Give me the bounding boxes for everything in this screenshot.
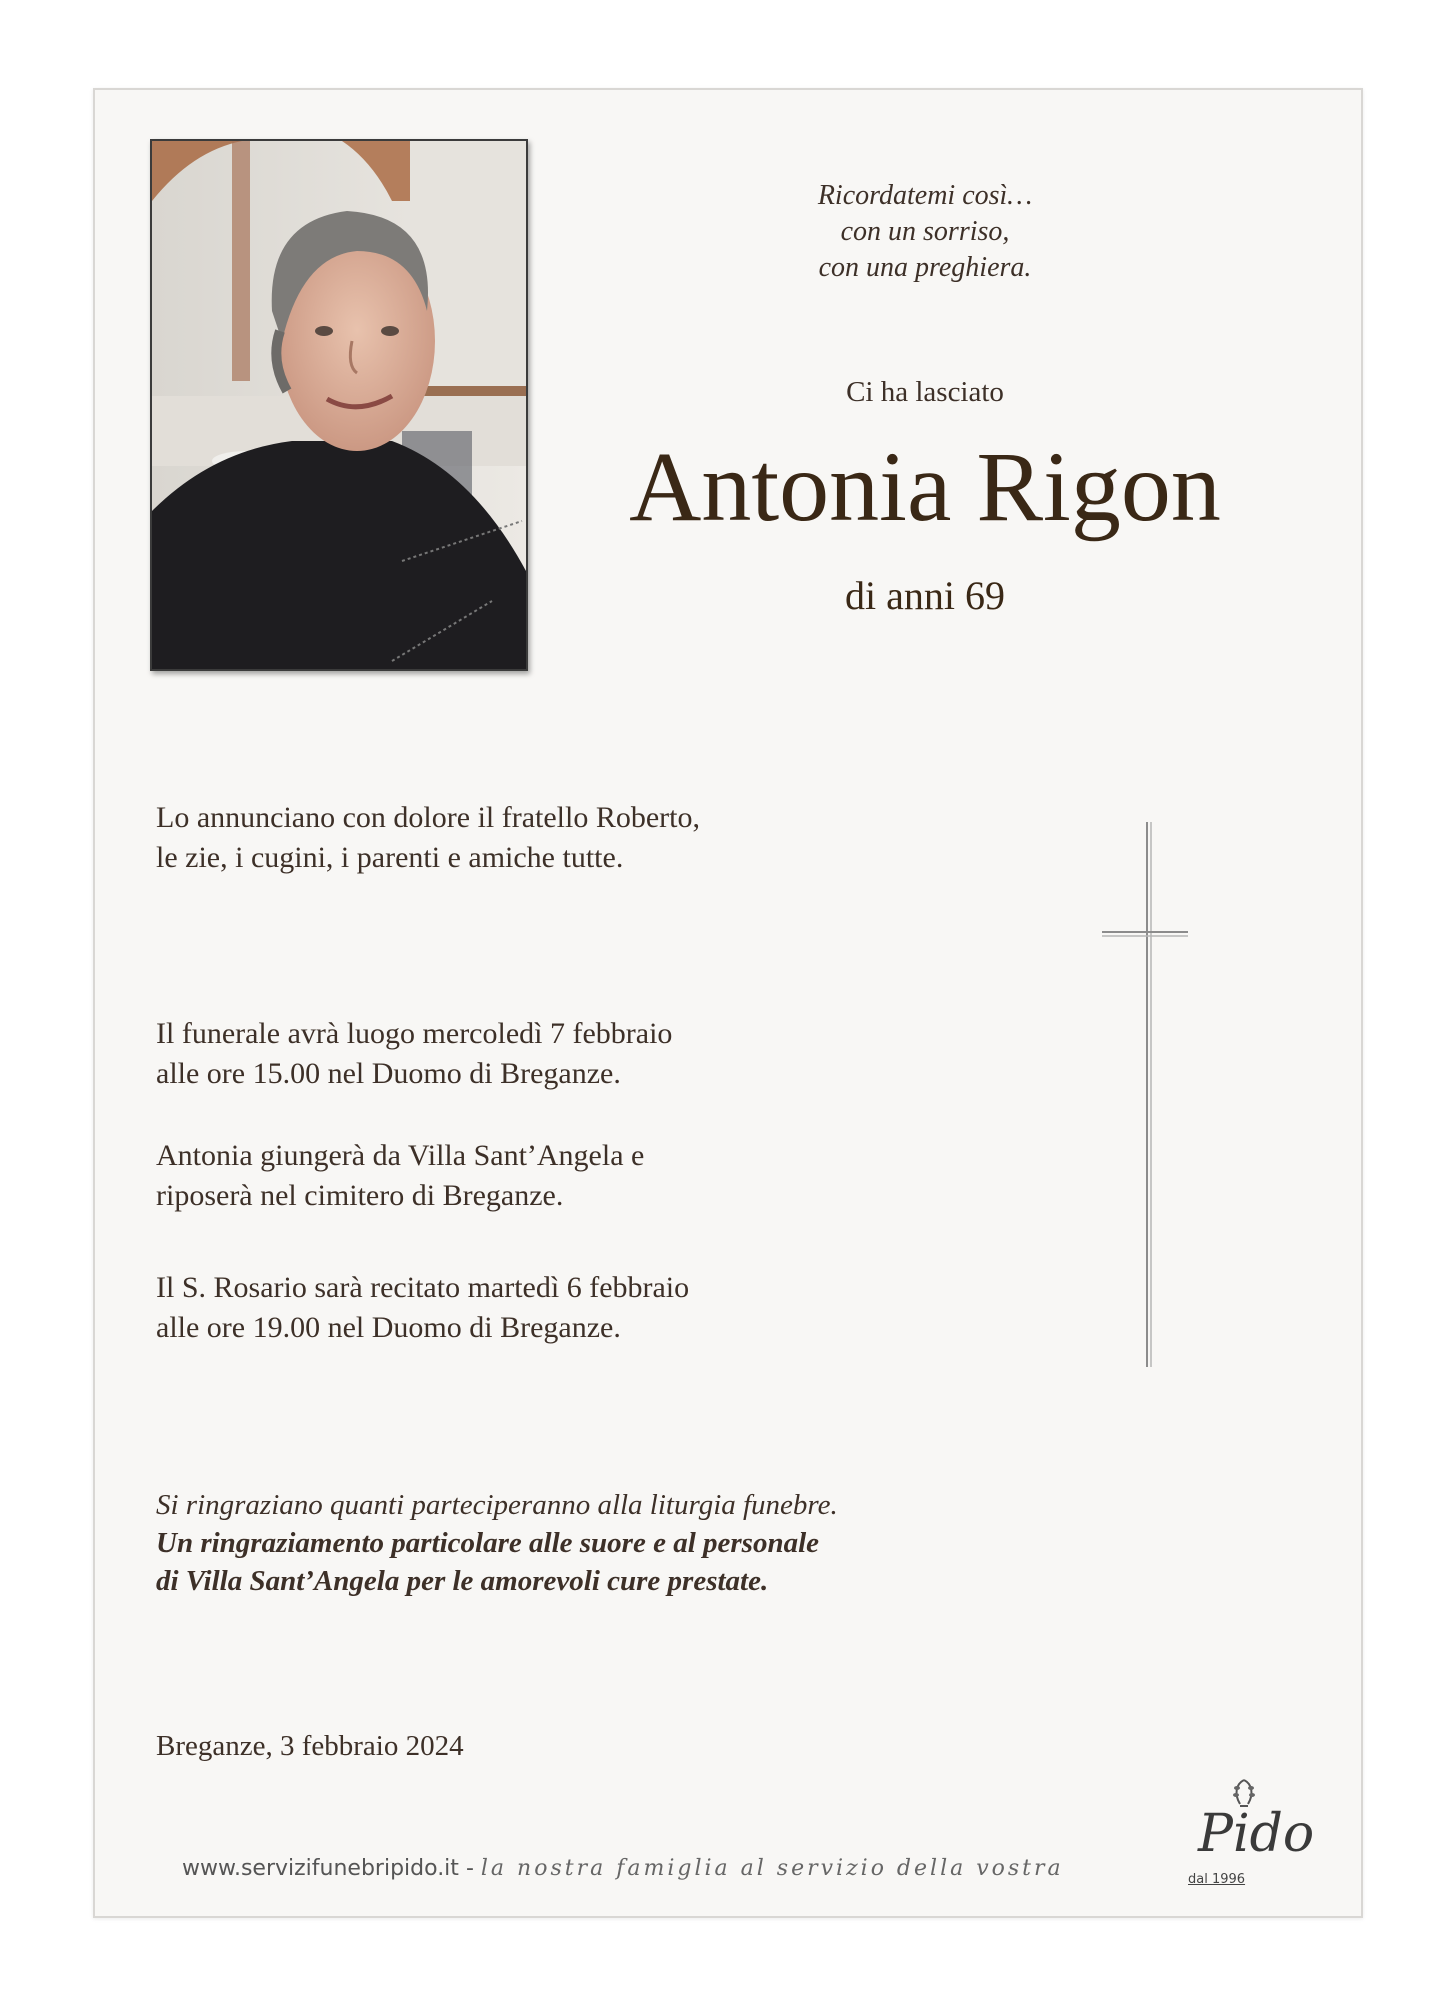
thanks-message xyxy=(156,1486,1056,1600)
deceased-photo xyxy=(150,139,528,671)
footer xyxy=(182,1856,1064,1881)
logo-since: dal 1996 xyxy=(1188,1872,1246,1887)
burial-line: Antonia giungerà da Villa Sant’Angela e xyxy=(156,1139,645,1172)
memorial-quote xyxy=(715,178,1135,286)
thanks-line: Un ringraziamento particolare alle suore e al personale xyxy=(156,1527,820,1559)
intro-text: Ci ha lasciato xyxy=(846,376,1004,408)
thanks-line: di Villa Sant’Angela per le amorevoli cure prestate. xyxy=(156,1565,769,1597)
footer-tagline: la nostra famiglia al servizio della vostra xyxy=(480,1856,1064,1881)
quote-line: Ricordatemi così… xyxy=(817,180,1033,211)
deceased-name: Antonia Rigon xyxy=(629,431,1221,542)
rosary-paragraph xyxy=(156,1268,956,1348)
announcement-line: Lo annunciano con dolore il fratello Roberto, xyxy=(156,801,700,834)
funeral-line: alle ore 15.00 nel Duomo di Breganze. xyxy=(156,1057,621,1090)
thanks-line: Si ringraziano quanti parteciperanno alla liturgia funebre. xyxy=(156,1489,838,1521)
rosary-line: Il S. Rosario sarà recitato martedì 6 febbraio xyxy=(156,1271,690,1304)
quote-line: con un sorriso, xyxy=(840,216,1010,247)
quote-line: con una preghiera. xyxy=(818,252,1032,283)
funeral-paragraph xyxy=(156,1014,956,1094)
footer-separator: - xyxy=(465,1856,474,1881)
logo-name: Pido xyxy=(1198,1804,1315,1864)
obituary-card xyxy=(93,88,1363,1918)
deceased-age: di anni 69 xyxy=(845,573,1005,618)
announcement-paragraph xyxy=(156,798,956,878)
place-date: Breganze, 3 febbraio 2024 xyxy=(156,1730,464,1762)
website-link[interactable]: www.servizifunebripido.it xyxy=(182,1856,459,1881)
rosary-line: alle ore 19.00 nel Duomo di Breganze. xyxy=(156,1311,621,1344)
announcement-line: le zie, i cugini, i parenti e amiche tutte. xyxy=(156,841,624,874)
cross-icon xyxy=(1100,822,1190,1376)
burial-paragraph xyxy=(156,1136,956,1216)
burial-line: riposerà nel cimitero di Breganze. xyxy=(156,1179,564,1212)
funeral-line: Il funerale avrà luogo mercoledì 7 febbraio xyxy=(156,1017,673,1050)
